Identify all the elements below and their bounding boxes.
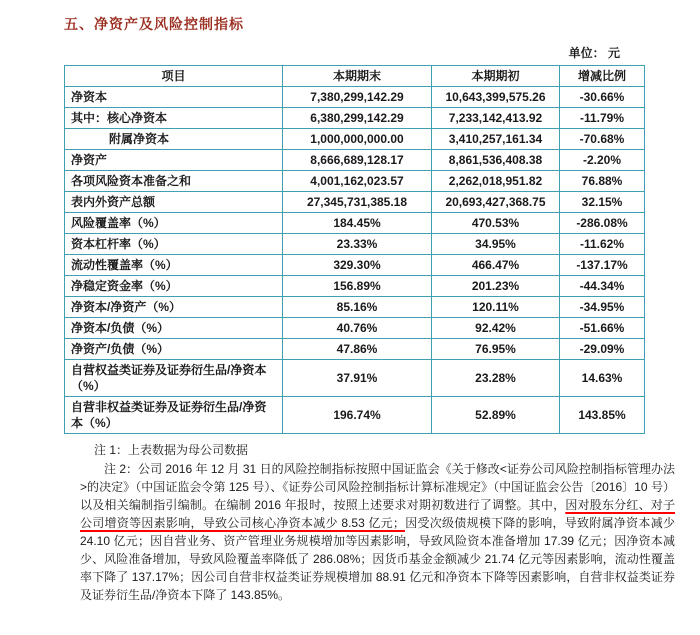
cell-change-ratio: -2.20% <box>560 150 645 171</box>
cell-period-end: 4,001,162,023.57 <box>283 171 432 192</box>
cell-period-end: 329.30% <box>283 255 432 276</box>
column-header-change-ratio: 增减比例 <box>560 66 645 87</box>
cell-period-begin: 52.89% <box>432 397 560 434</box>
cell-change-ratio: 143.85% <box>560 397 645 434</box>
cell-change-ratio: 76.88% <box>560 171 645 192</box>
cell-item: 附属净资本 <box>65 129 283 150</box>
table-row <box>65 87 645 108</box>
note-2 <box>80 460 675 604</box>
cell-change-ratio: -11.79% <box>560 108 645 129</box>
cell-period-begin: 7,233,142,413.92 <box>432 108 560 129</box>
cell-period-begin: 2,262,018,951.82 <box>432 171 560 192</box>
cell-change-ratio: -137.17% <box>560 255 645 276</box>
cell-period-begin: 8,861,536,408.38 <box>432 150 560 171</box>
cell-item: 净资本/负债（%） <box>65 318 283 339</box>
table-row <box>65 213 645 234</box>
unit-label: 单位： 元 <box>568 46 620 60</box>
table-row <box>65 108 645 129</box>
notes-section <box>64 441 675 604</box>
cell-item: 净资本/净资产（%） <box>65 297 283 318</box>
cell-period-end: 196.74% <box>283 397 432 434</box>
cell-period-begin: 3,410,257,161.34 <box>432 129 560 150</box>
cell-period-end: 40.76% <box>283 318 432 339</box>
cell-change-ratio: -51.66% <box>560 318 645 339</box>
note2-text: 注 2：公司 2016 年 12 月 31 日的风险控制指标按照中国证监会《关于修改<证券公司风险控制指标管理办法>的决定》（中国证监会令第 125 号）、《证券公司风险控制指标计算标准规定》（中国证监会公告〔2016〕10 号）以及相关编制指引编制。在编制 2016 年报时，按照上述要求对期初数进行了调整。其中， <box>80 462 675 512</box>
table-row <box>65 360 645 397</box>
table-header-row <box>65 66 645 87</box>
cell-item: 自营非权益类证券及证券衍生品/净资本（%） <box>65 397 283 434</box>
cell-period-end: 8,666,689,128.17 <box>283 150 432 171</box>
table-row <box>65 255 645 276</box>
cell-period-begin: 10,643,399,575.26 <box>432 87 560 108</box>
table-row <box>65 276 645 297</box>
cell-item: 各项风险资本准备之和 <box>65 171 283 192</box>
cell-change-ratio: -70.68% <box>560 129 645 150</box>
cell-period-begin: 92.42% <box>432 318 560 339</box>
column-header-period-begin: 本期期初 <box>432 66 560 87</box>
cell-period-end: 156.89% <box>283 276 432 297</box>
column-header-item: 项目 <box>65 66 283 87</box>
cell-item: 净稳定资金率（%） <box>65 276 283 297</box>
cell-change-ratio: -44.34% <box>560 276 645 297</box>
cell-change-ratio: 32.15% <box>560 192 645 213</box>
cell-change-ratio: -11.62% <box>560 234 645 255</box>
cell-period-begin: 23.28% <box>432 360 560 397</box>
cell-period-end: 1,000,000,000.00 <box>283 129 432 150</box>
cell-change-ratio: -34.95% <box>560 297 645 318</box>
cell-period-begin: 34.95% <box>432 234 560 255</box>
cell-period-end: 27,345,731,385.18 <box>283 192 432 213</box>
cell-item: 表内外资产总额 <box>65 192 283 213</box>
cell-period-begin: 20,693,427,368.75 <box>432 192 560 213</box>
note2-text: 因受次级债规模下降的影响，导致附属净资本减少 24.10 亿元；因自营业务、资产管理业务规模增加等因素影响，导致风险资本准备增加 17.39 亿元；因净资本减少、风险准备增加，导致风险覆盖率降低了 286.08%；因货币基金金额减少 21.74 亿元等因素影响，流动性覆盖率下降了 137.17%；因公司自营非权益类证券规模增加 88.91 亿元和净资本下降等因素影响，自营非权益类证券及证券衍生品/净资本下降了 143.85%。 <box>80 516 675 602</box>
cell-period-begin: 470.53% <box>432 213 560 234</box>
cell-period-end: 85.16% <box>283 297 432 318</box>
cell-item: 净资产 <box>65 150 283 171</box>
cell-change-ratio: 14.63% <box>560 360 645 397</box>
cell-period-begin: 120.11% <box>432 297 560 318</box>
table-row <box>65 297 645 318</box>
cell-item: 净资本 <box>65 87 283 108</box>
cell-item: 其中：核心净资本 <box>65 108 283 129</box>
section-title: 五、净资产及风险控制指标 <box>64 16 244 32</box>
table-row <box>65 318 645 339</box>
table-row <box>65 339 645 360</box>
cell-item: 自营权益类证券及证券衍生品/净资本（%） <box>65 360 283 397</box>
cell-change-ratio: -29.09% <box>560 339 645 360</box>
table-row <box>65 171 645 192</box>
cell-period-end: 47.86% <box>283 339 432 360</box>
cell-item: 资本杠杆率（%） <box>65 234 283 255</box>
column-header-period-end: 本期期末 <box>283 66 432 87</box>
table-row <box>65 397 645 434</box>
table-row <box>65 150 645 171</box>
cell-period-begin: 76.95% <box>432 339 560 360</box>
note-1: 注 1：上表数据为母公司数据 <box>94 443 249 457</box>
table-row <box>65 129 645 150</box>
cell-item: 风险覆盖率（%） <box>65 213 283 234</box>
table-row <box>65 234 645 255</box>
cell-period-begin: 466.47% <box>432 255 560 276</box>
note2-underlined-text: 因对股东分红、对子公司增资等因素影响，导致公司核心净资本减少 8.53 亿元； <box>80 498 675 530</box>
cell-period-end: 37.91% <box>283 360 432 397</box>
cell-period-end: 184.45% <box>283 213 432 234</box>
cell-change-ratio: -286.08% <box>560 213 645 234</box>
cell-period-end: 23.33% <box>283 234 432 255</box>
cell-period-begin: 201.23% <box>432 276 560 297</box>
cell-period-end: 7,380,299,142.29 <box>283 87 432 108</box>
cell-item: 流动性覆盖率（%） <box>65 255 283 276</box>
table-row <box>65 192 645 213</box>
cell-item: 净资产/负债（%） <box>65 339 283 360</box>
cell-change-ratio: -30.66% <box>560 87 645 108</box>
table-body <box>65 87 645 434</box>
cell-period-end: 6,380,299,142.29 <box>283 108 432 129</box>
risk-indicators-table <box>64 65 645 434</box>
